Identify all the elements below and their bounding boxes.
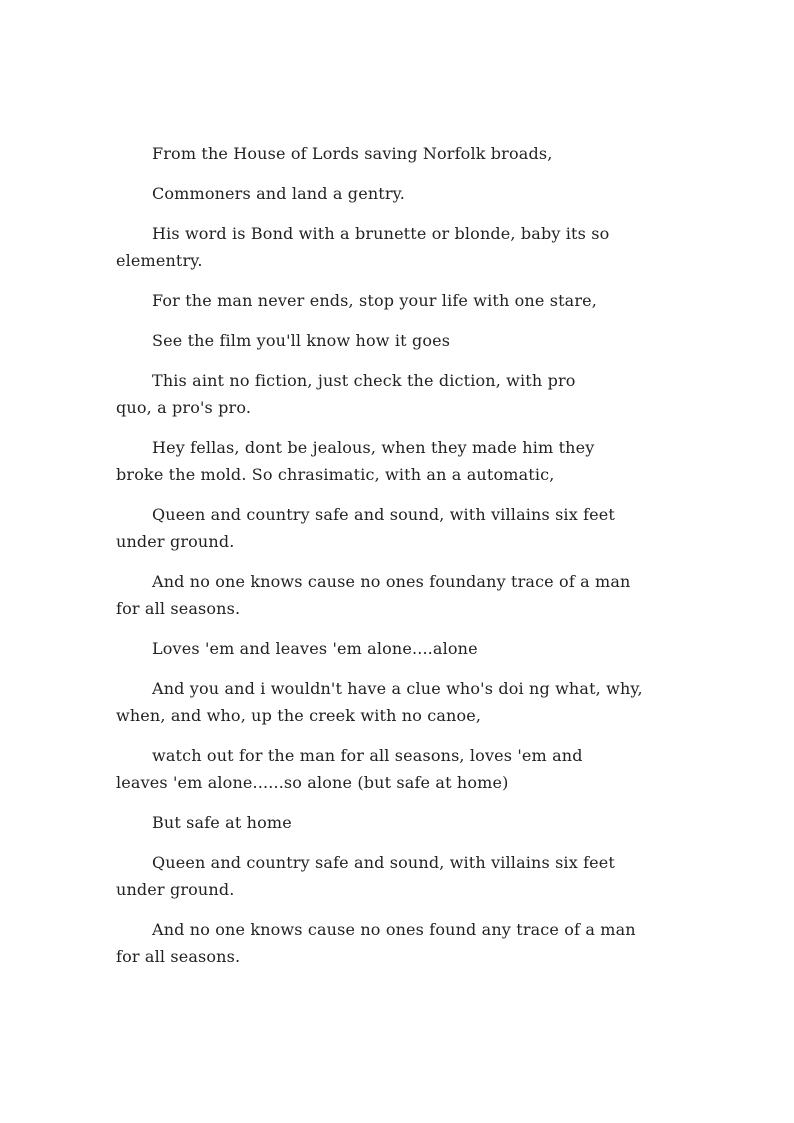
paragraph bbox=[116, 220, 676, 274]
text-line: broke the mold. So chrasimatic, with an a automatic, bbox=[116, 465, 555, 484]
text-line: And no one knows cause no ones found any trace of a man bbox=[152, 920, 636, 939]
text-line: elementry. bbox=[116, 251, 203, 270]
text-line: Hey fellas, dont be jealous, when they made him they bbox=[152, 438, 595, 457]
text-line: under ground. bbox=[116, 880, 235, 899]
paragraph bbox=[116, 742, 676, 796]
paragraph bbox=[116, 434, 676, 488]
paragraph bbox=[116, 916, 676, 970]
text-line: See the film you'll know how it goes bbox=[152, 331, 451, 350]
text-line: Loves 'em and leaves 'em alone....alone bbox=[152, 639, 478, 658]
text-line: under ground. bbox=[116, 532, 235, 551]
text-line: This aint no fiction, just check the diction, with pro bbox=[152, 371, 576, 390]
text-line: watch out for the man for all seasons, loves 'em and bbox=[152, 746, 583, 765]
text-line: quo, a pro's pro. bbox=[116, 398, 252, 417]
text-line: for all seasons. bbox=[116, 947, 241, 966]
text-line: leaves 'em alone......so alone (but safe at home) bbox=[116, 773, 509, 792]
paragraph bbox=[116, 675, 676, 729]
text-line: And you and i wouldn't have a clue who's doi ng what, why, bbox=[152, 679, 643, 698]
text-line: for all seasons. bbox=[116, 599, 241, 618]
paragraph bbox=[116, 568, 676, 622]
paragraph bbox=[116, 140, 676, 167]
text-line: Queen and country safe and sound, with villains six feet bbox=[152, 505, 616, 524]
paragraph bbox=[116, 809, 676, 836]
text-line: And no one knows cause no ones foundany trace of a man bbox=[152, 572, 631, 591]
paragraph bbox=[116, 501, 676, 555]
text-line: His word is Bond with a brunette or blonde, baby its so bbox=[152, 224, 610, 243]
paragraph bbox=[116, 327, 676, 354]
text-line: But safe at home bbox=[152, 813, 292, 832]
text-line: From the House of Lords saving Norfolk broads, bbox=[152, 144, 553, 163]
paragraph bbox=[116, 367, 676, 421]
text-line: Queen and country safe and sound, with villains six feet bbox=[152, 853, 616, 872]
paragraph bbox=[116, 635, 676, 662]
text-line: when, and who, up the creek with no canoe, bbox=[116, 706, 482, 725]
text-line: Commoners and land a gentry. bbox=[152, 184, 405, 203]
paragraph bbox=[116, 849, 676, 903]
paragraph bbox=[116, 180, 676, 207]
text-line: For the man never ends, stop your life with one stare, bbox=[152, 291, 598, 310]
lyrics-body bbox=[116, 140, 676, 983]
paragraph bbox=[116, 287, 676, 314]
